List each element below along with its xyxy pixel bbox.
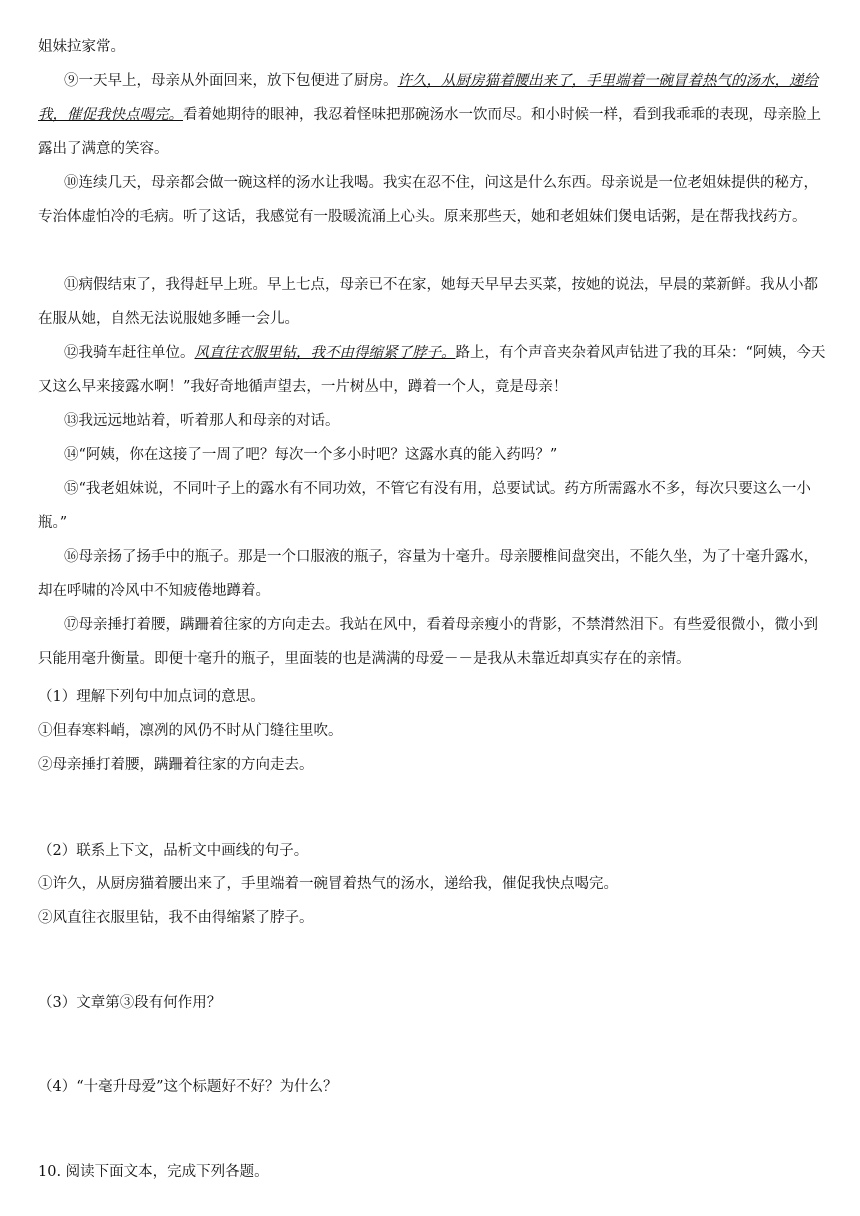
paragraph-16: ⑯母亲扬了扬手中的瓶子。那是一个口服液的瓶子，容量为十毫升。母亲腰椎间盘突出，不能久坐，为了十毫升露水，却在呼啸的冷风中不知疲倦地蹲着。 (38, 549, 818, 599)
paragraph-9-text-a: ⑨一天早上，母亲从外面回来，放下包便进了厨房。 (64, 73, 398, 89)
underlined-sentence-1: 许久，从厨房猫着腰出来了，手里端着一碗冒着热气的汤水，递给我，催促我快点喝完。 (38, 73, 818, 123)
paragraph-12-text-b: 路上，有个声音夹杂着风声钻进了我的耳朵：“阿姨，今天又这么早来接露水啊！”我好奇地循声望去，一片树丛中，蹲着一个人，竟是母亲！ (38, 345, 826, 395)
paragraph-17: ⑰母亲捶打着腰，蹒跚着往家的方向走去。我站在风中，看着母亲瘦小的背影，不禁潸然泪下。有些爱很微小，微小到只能用毫升衡量。即便十毫升的瓶子，里面装的也是满满的母爱－－是我从未靠近却真实存在的亲情。 (38, 617, 818, 667)
paragraph-9-text-b: 看着她期待的眼神，我忍着怪味把那碗汤水一饮而尽。和小时候一样，看到我乖乖的表现，母亲脸上露出了满意的笑容。 (38, 107, 821, 157)
question-1: （1）理解下列句中加点词的意思。 (38, 689, 265, 705)
question-2-item-1: ①许久，从厨房猫着腰出来了，手里端着一碗冒着热气的汤水，递给我，催促我快点喝完。 (38, 876, 618, 892)
question-2-item-2: ②风直往衣服里钻，我不由得缩紧了脖子。 (38, 910, 314, 926)
paragraph-12 (38, 336, 828, 404)
paragraph-12-text-a: ⑫我骑车赶往单位。 (64, 345, 195, 361)
paragraph-13: ⑬我远远地站着，听着那人和母亲的对话。 (64, 413, 340, 429)
paragraph-continuation: 姐妹拉家常。 (38, 39, 125, 55)
paragraph-11: ⑪病假结束了，我得赶早上班。早上七点，母亲已不在家，她每天早早去买菜，按她的说法，早晨的菜新鲜。我从小都在服从她，自然无法说服她多睡一会儿。 (38, 277, 818, 327)
question-1-item-2: ②母亲捶打着腰，蹒跚着往家的方向走去。 (38, 757, 314, 773)
paragraph-10: ⑩连续几天，母亲都会做一碗这样的汤水让我喝。我实在忍不住，问这是什么东西。母亲说是一位老姐妹提供的秘方，专治体虚怕冷的毛病。听了这话，我感觉有一股暖流涌上心头。原来那些天，她和老姐妹们煲电话粥，是在帮我找药方。 (38, 175, 818, 225)
paragraph-14: ⑭“阿姨，你在这接了一周了吧？每次一个多小时吧？这露水真的能入药吗？” (64, 447, 558, 463)
next-section-heading: 10. 阅读下面文本，完成下列各题。 (38, 1164, 269, 1180)
question-4: （4）“十毫升母爱”这个标题好不好？为什么？ (38, 1079, 338, 1095)
question-1-item-1: ①但春寒料峭，凛冽的风仍不时从门缝往里吹。 (38, 723, 343, 739)
underlined-sentence-2: 风直往衣服里钻，我不由得缩紧了脖子。 (194, 345, 456, 361)
question-3: （3）文章第③段有何作用？ (38, 995, 222, 1011)
question-2: （2）联系上下文，品析文中画线的句子。 (38, 843, 309, 859)
paragraph-9 (38, 64, 828, 166)
paragraph-15: ⑮“我老姐妹说，不同叶子上的露水有不同功效，不管它有没有用，总要试试。药方所需露水不多，每次只要这么一小瓶。” (38, 481, 811, 531)
